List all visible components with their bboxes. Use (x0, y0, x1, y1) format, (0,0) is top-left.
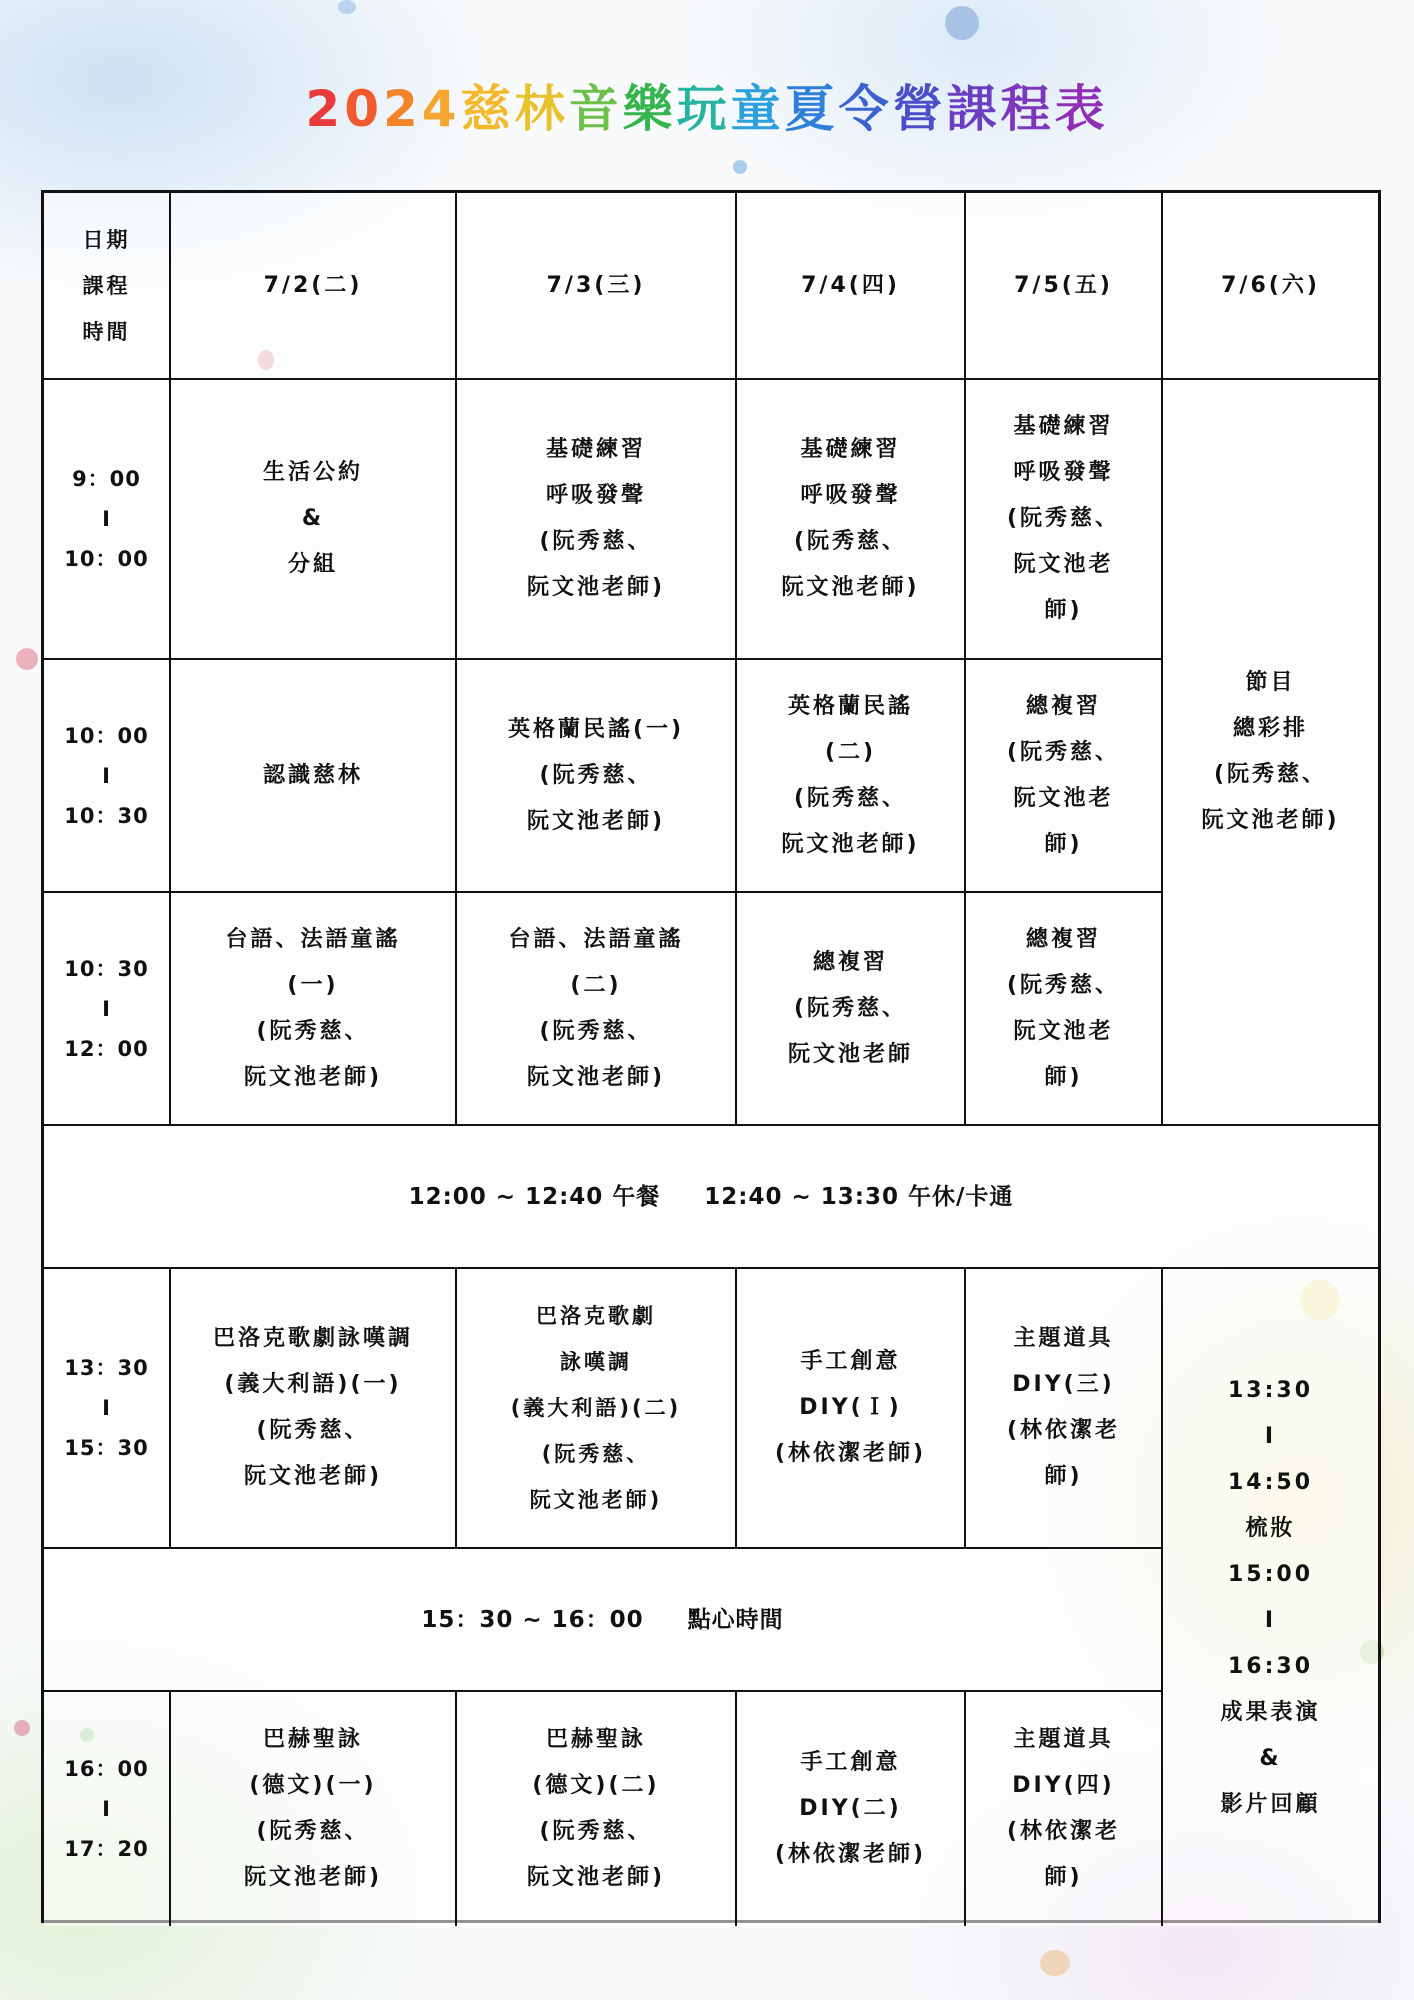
title-character: 夏 (784, 80, 839, 138)
schedule-table (41, 190, 1381, 1923)
snack-time: 15：30 ~ 16：00 (421, 1606, 644, 1633)
title-character: 課 (946, 80, 1001, 138)
class-cell: 手工創意 DIY(二) (林依潔老師) (737, 1692, 966, 1926)
paint-splash (14, 1720, 30, 1736)
performance-cell: 13:30 I 14:50 梳妝 15:00 I 16:30 成果表演 & 影片回顧 (1163, 1269, 1378, 1926)
date-header: 7/4(四) (737, 193, 966, 380)
class-cell: 台語、法語童謠 (一) (阮秀慈、 阮文池老師) (171, 893, 457, 1126)
title-character: 2 (305, 80, 345, 138)
time-slot-label: 9：00 I 10：00 (44, 380, 171, 660)
page-title (0, 76, 1414, 142)
time-slot-label: 13：30 I 15：30 (44, 1269, 171, 1549)
class-cell: 基礎練習 呼吸發聲 (阮秀慈、 阮文池老師) (457, 380, 737, 660)
class-cell: 主題道具 DIY(四) (林依潔老 師) (966, 1692, 1163, 1926)
class-cell: 節目 總彩排 (阮秀慈、 阮文池老師) (1163, 380, 1378, 1126)
title-character: 林 (514, 80, 569, 138)
class-cell: 手工創意 DIY(Ｉ) (林依潔老師) (737, 1269, 966, 1549)
lunch-break-row (44, 1126, 1378, 1269)
date-header: 7/6(六) (1163, 193, 1378, 380)
lunch-time: 12:00 ~ 12:40 午餐 (408, 1183, 661, 1210)
paint-splash (1040, 1950, 1070, 1976)
paint-splash (338, 0, 356, 14)
class-cell: 基礎練習 呼吸發聲 (阮秀慈、 阮文池老 師) (966, 380, 1163, 660)
title-character: 玩 (676, 80, 731, 138)
class-cell: 巴洛克歌劇詠嘆調 (義大利語)(一) (阮秀慈、 阮文池老師) (171, 1269, 457, 1549)
title-character: 慈 (460, 80, 515, 138)
rest-time: 12:40 ~ 13:30 午休/卡通 (704, 1183, 1014, 1210)
class-cell: 巴赫聖詠 (德文)(一) (阮秀慈、 阮文池老師) (171, 1692, 457, 1926)
time-slot-label: 10：30 I 12：00 (44, 893, 171, 1126)
class-cell: 英格蘭民謠(一) (阮秀慈、 阮文池老師) (457, 660, 737, 893)
class-cell: 總複習 (阮秀慈、 阮文池老師 (737, 893, 966, 1126)
paint-splash (733, 160, 747, 174)
class-cell: 基礎練習 呼吸發聲 (阮秀慈、 阮文池老師) (737, 380, 966, 660)
date-header: 7/3(三) (457, 193, 737, 380)
date-header: 7/5(五) (966, 193, 1163, 380)
class-cell: 台語、法語童謠 (二) (阮秀慈、 阮文池老師) (457, 893, 737, 1126)
title-character: 音 (568, 80, 623, 138)
time-slot-label: 10：00 I 10：30 (44, 660, 171, 893)
title-character: 令 (838, 80, 893, 138)
title-character: 程 (1000, 80, 1055, 138)
title-character: 2 (383, 80, 422, 138)
class-cell: 生活公約 & 分組 (171, 380, 457, 660)
title-character: 表 (1054, 80, 1109, 138)
date-header: 7/2(二) (171, 193, 457, 380)
class-cell: 巴洛克歌劇 詠嘆調 (義大利語)(二) (阮秀慈、 阮文池老師) (457, 1269, 737, 1549)
snack-break-row (44, 1549, 1163, 1692)
class-cell: 總複習 (阮秀慈、 阮文池老 師) (966, 893, 1163, 1126)
class-cell: 英格蘭民謠 (二) (阮秀慈、 阮文池老師) (737, 660, 966, 893)
title-character: 0 (344, 80, 383, 138)
title-character: 營 (892, 80, 947, 138)
class-cell: 認識慈林 (171, 660, 457, 893)
title-character: 樂 (622, 80, 677, 138)
title-character: 童 (730, 80, 785, 138)
snack-label: 點心時間 (687, 1606, 784, 1633)
paint-splash (945, 6, 979, 40)
class-cell: 巴赫聖詠 (德文)(二) (阮秀慈、 阮文池老師) (457, 1692, 737, 1926)
time-slot-label: 16：00 I 17：20 (44, 1692, 171, 1926)
header-corner: 日期 課程 時間 (44, 193, 171, 380)
title-character: 4 (421, 80, 461, 138)
class-cell: 主題道具 DIY(三) (林依潔老 師) (966, 1269, 1163, 1549)
class-cell: 總複習 (阮秀慈、 阮文池老 師) (966, 660, 1163, 893)
paint-splash (16, 648, 38, 670)
